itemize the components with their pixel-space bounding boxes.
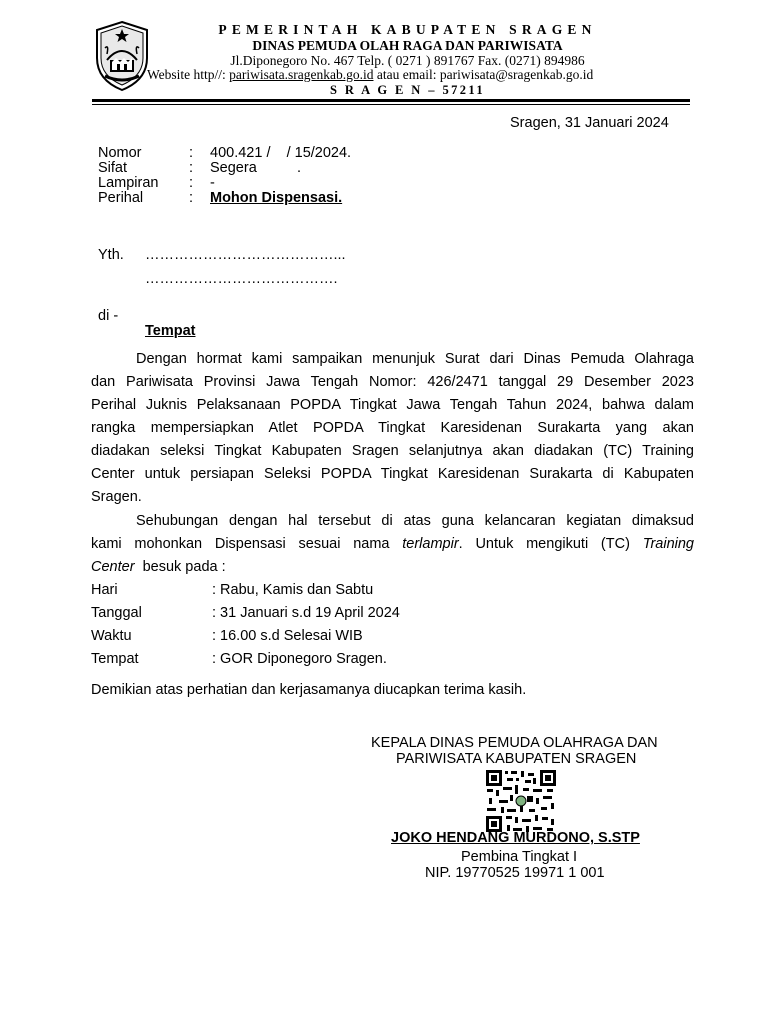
meta-label-nomor: Nomor: [98, 145, 142, 161]
signatory-name: JOKO HENDANG MURDONO, S.STP: [391, 830, 640, 846]
meta-value-perihal: Mohon Dispensasi.: [210, 190, 343, 206]
recipient-label: Yth.: [98, 247, 124, 263]
body-paragraph-2: [91, 510, 694, 579]
signature-title-2: PARIWISATA KABUPATEN SRAGEN: [396, 751, 637, 767]
paragraph-line: Sragen.: [91, 489, 142, 505]
letterhead-rule-thin: [92, 104, 690, 105]
letterhead-rule-thick: [92, 99, 690, 102]
schedule-label-hari: Hari: [91, 582, 118, 598]
paragraph-line: rangka mempersiapkan Atlet POPDA Tingkat Karesidenan Surakarta yang akan: [91, 420, 694, 436]
letterhead-contact: [147, 67, 593, 83]
schedule-value-tempat: : GOR Diponegoro Sragen.: [212, 651, 387, 667]
line-text: Dengan hormat kami sampaikan menunjuk Surat dari Dinas Pemuda Olahraga: [136, 351, 694, 367]
letterhead-city: S R A G E N – 57211: [330, 83, 485, 97]
recipient-place: Tempat: [145, 323, 196, 339]
paragraph-line: [91, 556, 694, 579]
meta-colon: :: [189, 160, 194, 176]
recipient-dots-2: ………………………………….: [145, 271, 338, 287]
letterhead-agency: DINAS PEMUDA OLAH RAGA DAN PARIWISATA: [252, 38, 563, 53]
schedule-label-tempat: Tempat: [91, 651, 139, 667]
recipient-di: di -: [98, 308, 119, 324]
schedule-value-waktu: : 16.00 s.d Selesai WIB: [212, 628, 363, 644]
italic-text: Center: [91, 559, 135, 575]
website-prefix: Website http//:: [147, 67, 230, 82]
meta-label-perihal: Perihal: [98, 190, 144, 206]
email-prefix: atau email:: [373, 67, 440, 82]
paragraph-line: diadakan seleksi Tingkat Kabupaten Sragen selanjutnya akan diadakan (TC) Training: [91, 443, 694, 459]
qr-code: [485, 769, 557, 833]
paragraph-line: Center untuk persiapan Seleksi POPDA Tingkat Karesidenan Surakarta di Kabupaten: [91, 466, 694, 482]
schedule-label-tanggal: Tanggal: [91, 605, 142, 621]
letterhead-government: PEMERINTAH KABUPATEN SRAGEN: [218, 22, 597, 37]
line-text: besuk pada :: [134, 559, 226, 575]
recipient-dots-1: …………………………………...: [145, 247, 346, 263]
letter-date: Sragen, 31 Januari 2024: [510, 115, 669, 131]
body-paragraph-1: [91, 348, 694, 509]
meta-colon: :: [189, 145, 194, 161]
meta-label-sifat: Sifat: [98, 160, 128, 176]
signature-title-1: KEPALA DINAS PEMUDA OLAHRAGA DAN: [371, 735, 658, 751]
meta-label-lampiran: Lampiran: [98, 175, 159, 191]
meta-colon: :: [189, 175, 194, 191]
schedule-value-hari: : Rabu, Kamis dan Sabtu: [212, 582, 374, 598]
website-link[interactable]: pariwisata.sragenkab.go.id: [229, 67, 374, 82]
signatory-rank: Pembina Tingkat I: [461, 849, 578, 865]
closing-sentence: Demikian atas perhatian dan kerjasamanya diucapkan terima kasih.: [91, 682, 527, 698]
signatory-nip: NIP. 19770525 19971 1 001: [425, 865, 605, 881]
schedule-label-waktu: Waktu: [91, 628, 132, 644]
italic-text: Training: [642, 536, 694, 552]
line-text: kami mohonkan Dispensasi sesuai nama: [91, 536, 403, 552]
paragraph-line: Perihal Juknis Pelaksanaan POPDA Tingkat Jawa Tengah Tahun 2024, bahwa dalam: [91, 397, 694, 413]
paragraph-line: dan Pariwisata Provinsi Jawa Tengah Nomor: 426/2471 tanggal 29 Desember 2023: [91, 374, 694, 390]
meta-value-nomor: 400.421 / / 15/2024.: [210, 145, 352, 161]
email-link[interactable]: pariwisata@sragenkab.go.id: [439, 67, 594, 82]
kabupaten-sragen-logo: [93, 20, 151, 92]
line-text: . Untuk mengikuti (TC): [458, 536, 643, 552]
paragraph-line: [91, 348, 694, 371]
meta-value-lampiran: -: [210, 175, 215, 191]
paragraph-line: [91, 510, 694, 533]
paragraph-line: [91, 533, 694, 556]
letterhead-address: Jl.Diponegoro No. 467 Telp. ( 0271 ) 891767 Fax. (0271) 894986: [230, 53, 585, 68]
line-text: Sehubungan dengan hal tersebut di atas guna kelancaran kegiatan dimaksud: [136, 513, 694, 529]
meta-colon: :: [189, 190, 194, 206]
schedule-value-tanggal: : 31 Januari s.d 19 April 2024: [212, 605, 400, 621]
italic-text: terlampir: [402, 536, 459, 552]
meta-value-sifat: Segera .: [210, 160, 302, 176]
